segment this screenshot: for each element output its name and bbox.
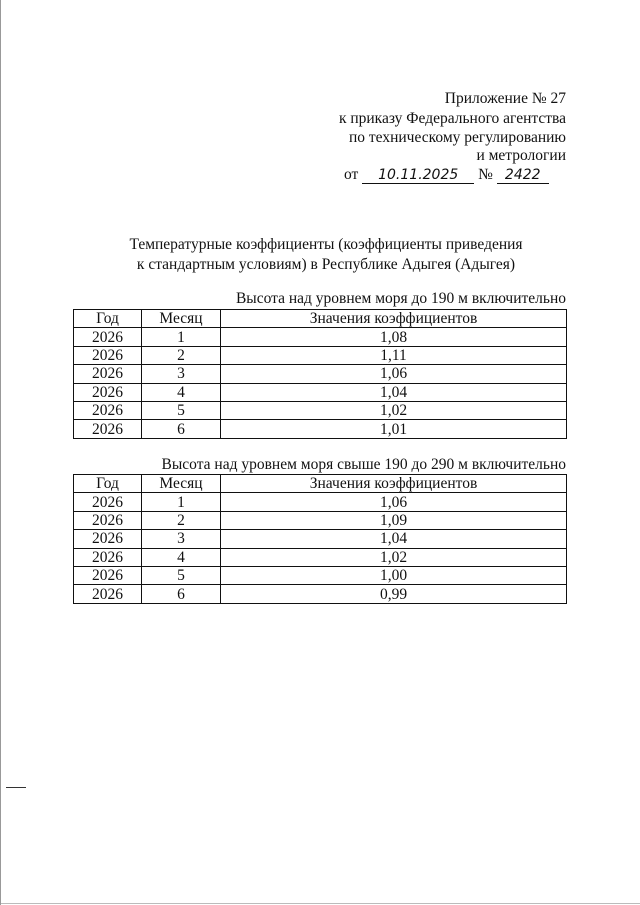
year-cell: 2026 (74, 365, 142, 383)
column-header: Месяц (142, 310, 221, 328)
table-row (74, 566, 567, 584)
coefficient-cell: 1,01 (221, 420, 567, 438)
month-cell: 6 (142, 585, 221, 603)
table-row (74, 365, 567, 383)
column-header: Год (74, 310, 142, 328)
number-prefix: № (478, 166, 493, 183)
appendix-title: Приложение № 27 (444, 90, 566, 107)
table-row (74, 346, 567, 364)
coefficient-cell: 1,06 (221, 493, 567, 511)
order-line: к приказу Федерального агентства (338, 110, 566, 127)
coefficient-cell: 1,02 (221, 401, 567, 419)
table-row (74, 548, 567, 566)
order-date-number (344, 166, 549, 184)
month-cell: 5 (142, 566, 221, 584)
coefficient-cell: 1,00 (221, 566, 567, 584)
handwritten-number: 2422 (497, 167, 549, 184)
year-cell: 2026 (74, 346, 142, 364)
table-caption: Высота над уровнем моря свыше 190 до 290 м включительно (161, 456, 566, 473)
doc-title: Температурные коэффициенты (коэффициенты приведения (129, 236, 523, 253)
month-cell: 6 (142, 420, 221, 438)
column-header: Значения коэффициентов (221, 475, 567, 493)
year-cell: 2026 (74, 511, 142, 529)
month-cell: 1 (142, 328, 221, 346)
table-row (74, 401, 567, 419)
coefficient-cell: 1,02 (221, 548, 567, 566)
coefficient-cell: 1,04 (221, 530, 567, 548)
column-header: Месяц (142, 475, 221, 493)
header-row (74, 310, 567, 328)
month-cell: 3 (142, 365, 221, 383)
doc-title: к стандартным условиям) в Республике Адыгея (Адыгея) (136, 256, 516, 273)
table-caption: Высота над уровнем моря до 190 м включительно (235, 290, 566, 307)
month-cell: 1 (142, 493, 221, 511)
table-row (74, 383, 567, 401)
handwritten-date: 10.11.2025 (362, 167, 474, 184)
year-cell: 2026 (74, 493, 142, 511)
month-cell: 2 (142, 346, 221, 364)
year-cell: 2026 (74, 420, 142, 438)
order-line: по техническому регулированию (348, 129, 566, 146)
column-header: Год (74, 475, 142, 493)
coefficient-cell: 1,06 (221, 365, 567, 383)
date-prefix: от (344, 166, 359, 183)
header-row (74, 475, 567, 493)
coefficient-cell: 1,08 (221, 328, 567, 346)
month-cell: 3 (142, 530, 221, 548)
year-cell: 2026 (74, 530, 142, 548)
margin-mark (6, 787, 26, 788)
year-cell: 2026 (74, 383, 142, 401)
month-cell: 4 (142, 383, 221, 401)
table-row (74, 511, 567, 529)
coefficients-table-2 (73, 474, 567, 604)
coefficients-table-1 (73, 309, 567, 439)
month-cell: 5 (142, 401, 221, 419)
coefficient-cell: 1,11 (221, 346, 567, 364)
table-row (74, 585, 567, 603)
year-cell: 2026 (74, 566, 142, 584)
table-row (74, 530, 567, 548)
table-row (74, 493, 567, 511)
coefficient-cell: 1,04 (221, 383, 567, 401)
coefficient-cell: 0,99 (221, 585, 567, 603)
month-cell: 2 (142, 511, 221, 529)
year-cell: 2026 (74, 548, 142, 566)
month-cell: 4 (142, 548, 221, 566)
coefficient-cell: 1,09 (221, 511, 567, 529)
year-cell: 2026 (74, 401, 142, 419)
year-cell: 2026 (74, 585, 142, 603)
year-cell: 2026 (74, 328, 142, 346)
page-edge (1, 903, 640, 904)
table-row (74, 328, 567, 346)
column-header: Значения коэффициентов (221, 310, 567, 328)
order-line: и метрологии (476, 147, 566, 164)
table-row (74, 420, 567, 438)
